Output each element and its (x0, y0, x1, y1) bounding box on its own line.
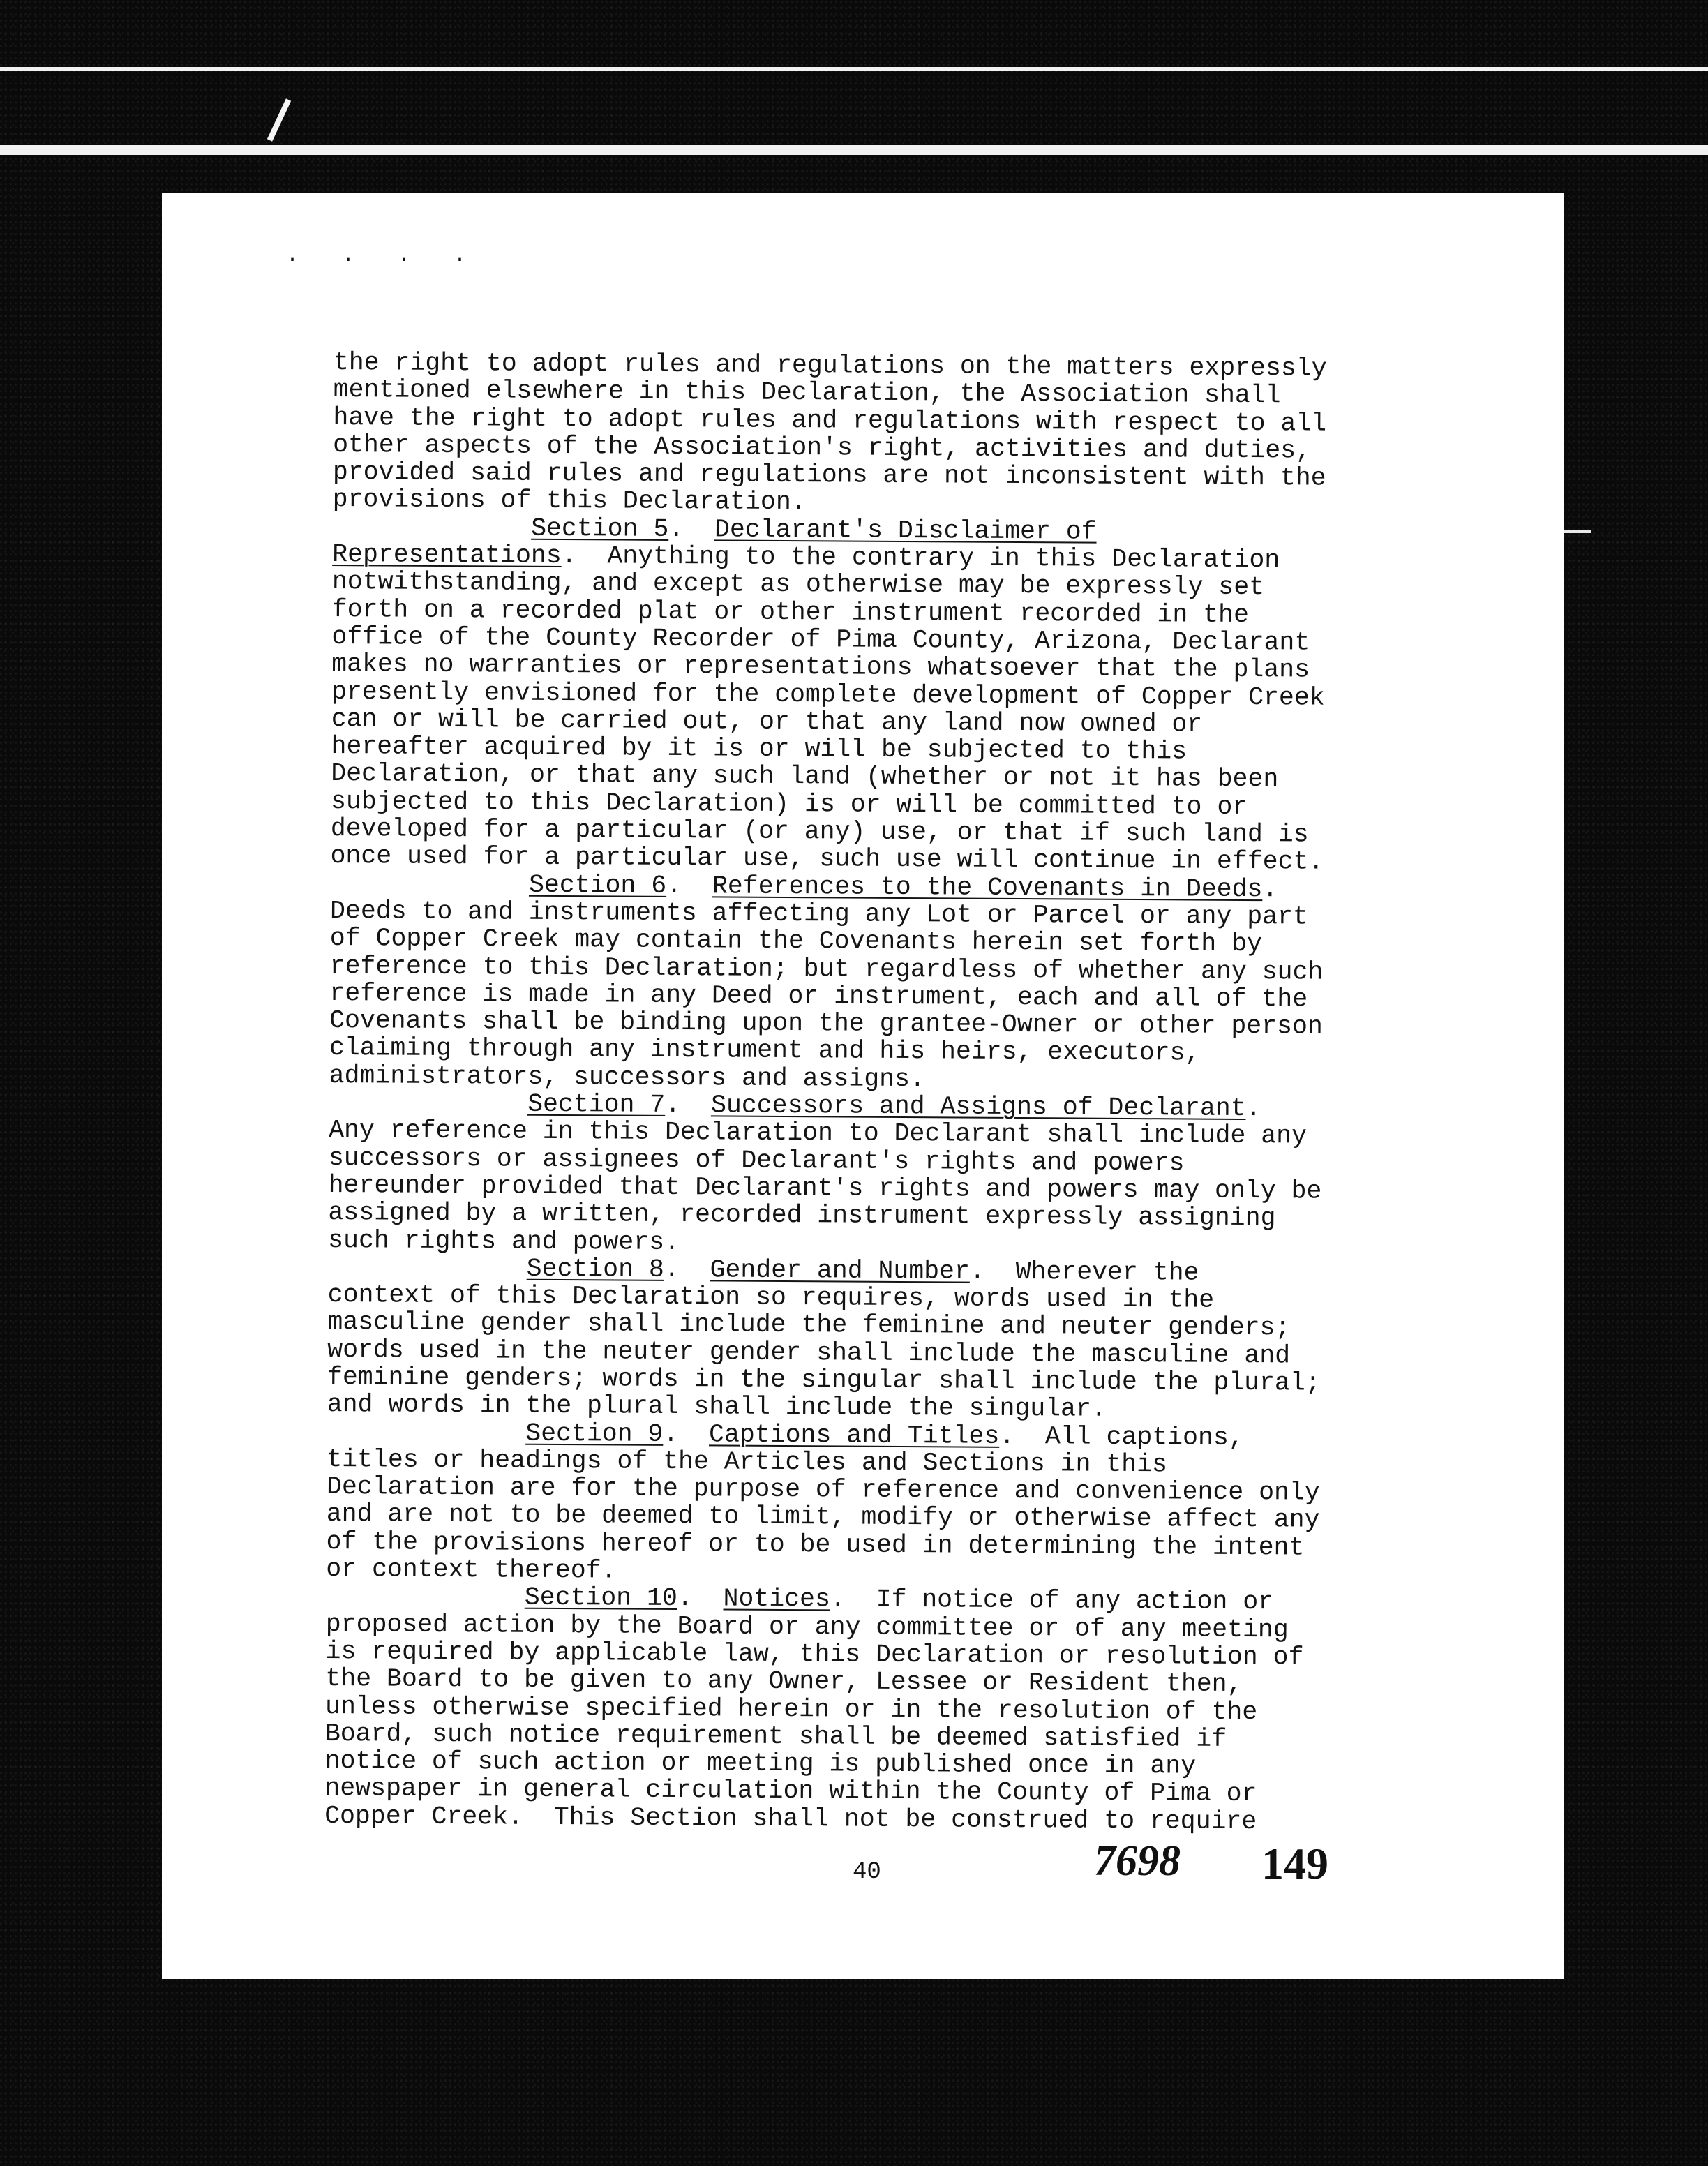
section-heading: Section 6 (528, 870, 667, 900)
text-run: such rights and powers. (328, 1225, 680, 1257)
text-run: and words in the plural shall include the singular. (327, 1390, 1107, 1424)
text-run: proposed action by the Board or any committee or of any meeting (325, 1609, 1289, 1645)
section-heading: Gender and Number (710, 1255, 971, 1286)
text-run: Board, such notice requirement shall be deemed satisfied if (324, 1719, 1227, 1754)
text-run: . (666, 871, 713, 900)
text-run: developed for a particular (or any) use, or that if such land is (330, 814, 1309, 849)
text-run: . All captions, (999, 1421, 1244, 1452)
section-heading: Section 5 (531, 514, 669, 544)
text-run: . If notice of any action or (830, 1585, 1274, 1617)
text-run: other aspects of the Association's right, activities and duties, (333, 430, 1312, 465)
text-run: office of the County Recorder of Pima County, Arizona, Declarant (331, 622, 1310, 657)
page-number: 40 (853, 1859, 881, 1885)
text-run: Deeds to and instruments affecting any Lot or Parcel or any part (329, 896, 1309, 932)
text-run: subjected to this Declaration) is or will be committed to or (330, 786, 1248, 821)
text-run: hereunder provided that Declarant's rights and powers may only be (328, 1170, 1322, 1206)
text-run: of Copper Creek may contain the Covenants herein set forth by (329, 924, 1263, 959)
text-run: makes no warranties or representations whatsoever that the plans (331, 650, 1310, 685)
text-run (328, 1253, 527, 1283)
scanner-edge-line (0, 67, 1708, 71)
text-run: . Wherever the (969, 1257, 1199, 1287)
text-run: of the provisions hereof or to be used in determining the intent (326, 1527, 1305, 1562)
text-run: . (1245, 1094, 1261, 1123)
section-heading: Successors and Assigns of Declarant (710, 1091, 1246, 1123)
section-heading: Captions and Titles (708, 1419, 1000, 1451)
text-run: Declaration, or that any such land (whether or not it has been (331, 759, 1279, 794)
text-run: . (665, 1090, 712, 1120)
text-run: Declaration are for the purpose of reference and convenience only (326, 1472, 1320, 1507)
text-run: or context thereof. (326, 1555, 617, 1585)
text-run: is required by applicable law, this Declaration or resolution of (325, 1636, 1304, 1672)
text-run: provided said rules and regulations are not inconsistent with the (332, 458, 1326, 493)
text-run (329, 1089, 527, 1119)
section-heading: Section 7 (527, 1089, 666, 1119)
section-heading: Section 9 (525, 1419, 664, 1449)
text-run (327, 1418, 525, 1448)
text-run: presently envisioned for the complete development of Copper Creek (331, 677, 1325, 712)
text-run: context of this Declaration so requires, words used in the (327, 1280, 1215, 1315)
recording-book-stamp: 7698 (1094, 1837, 1181, 1885)
text-run: reference is made in any Deed or instrument, each and all of the (329, 978, 1308, 1014)
text-run: feminine genders; words in the singular shall include the plural; (327, 1362, 1321, 1398)
text-run: Any reference in this Declaration to Declarant shall include any (329, 1116, 1308, 1151)
text-run: Covenants shall be binding upon the grantee-Owner or other person (329, 1006, 1323, 1041)
text-run: . (664, 1255, 710, 1285)
section-heading: Section 10 (524, 1583, 677, 1613)
text-run: newspaper in general circulation within the County of Pima or (324, 1774, 1257, 1809)
header-dots: . . . . (286, 244, 482, 268)
text-run: claiming through any instrument and his heirs, executors, (329, 1033, 1201, 1068)
text-run: . (663, 1419, 710, 1449)
section-heading: Section 8 (526, 1254, 664, 1284)
scan-mark (1563, 530, 1591, 533)
text-run: provisions of this Declaration. (332, 485, 807, 517)
section-heading: Notices (723, 1584, 831, 1614)
text-run: administrators, successors and assigns. (329, 1061, 925, 1093)
text-run: . (1262, 874, 1278, 904)
text-run: notwithstanding, and except as otherwise may be expressly set (331, 567, 1265, 602)
text-run: notice of such action or meeting is published once in any (324, 1747, 1197, 1781)
text-run: . (668, 514, 715, 544)
text-run: . Anything to the contrary in this Declaration (561, 542, 1280, 575)
text-run: the right to adopt rules and regulations on the matters expressly (333, 348, 1327, 383)
text-run: titles or headings of the Articles and Sections in this (327, 1444, 1168, 1479)
text-run: hereafter acquired by it is or will be subjected to this (331, 732, 1188, 766)
text-run (330, 869, 529, 899)
text-run: mentioned elsewhere in this Declaration, the Association shall (333, 375, 1281, 410)
section-heading: Representations (332, 540, 562, 571)
text-run: unless otherwise specified herein or in the resolution of the (324, 1691, 1258, 1726)
text-run: and are not to be deemed to limit, modify or otherwise affect any (326, 1500, 1320, 1535)
section-heading: References to the Covenants in Deeds (712, 871, 1263, 904)
section-heading: Declarant's Disclaimer of (714, 515, 1097, 546)
declaration-text (324, 349, 1422, 1837)
text-run: can or will be carried out, or that any land now owned or (331, 704, 1203, 739)
text-run: successors or assignees of Declarant's rights and powers (328, 1143, 1185, 1178)
text-run: reference to this Declaration; but regardless of whether any such (329, 951, 1324, 987)
text-run: forth on a recorded plat or other instrument recorded in the (331, 595, 1250, 629)
text-run (326, 1582, 525, 1612)
text-run: Copper Creek. This Section shall not be construed to require (324, 1801, 1257, 1836)
text-run: once used for a particular use, such use will continue in effect. (330, 842, 1324, 877)
scanner-edge-band (0, 145, 1708, 155)
text-run: the Board to be given to any Owner, Lessee or Resident then, (325, 1664, 1243, 1699)
recording-page-stamp: 149 (1261, 1839, 1328, 1888)
text-run: . (677, 1584, 724, 1613)
text-run (332, 513, 531, 543)
text-run: masculine gender shall include the feminine and neuter genders; (327, 1308, 1291, 1343)
text-run: assigned by a written, recorded instrument expressly assigning (328, 1198, 1276, 1233)
text-run: have the right to adopt rules and regulations with respect to all (333, 403, 1327, 438)
text-run: words used in the neuter gender shall include the masculine and (327, 1335, 1291, 1370)
